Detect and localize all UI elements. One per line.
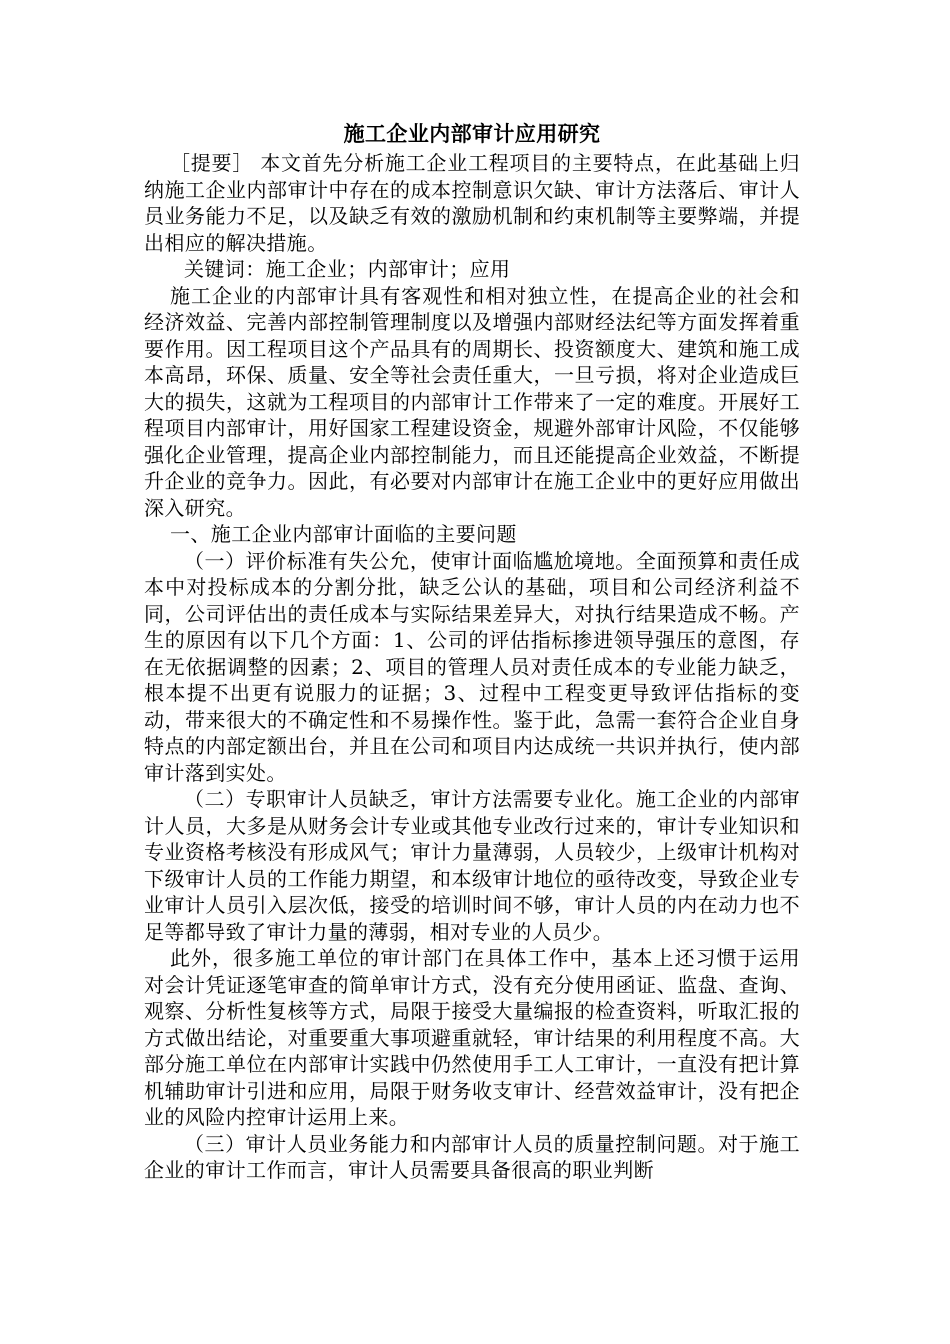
- body-paragraph: （二）专职审计人员缺乏，审计方法需要专业化。施工企业的内部审计人员，大多是从财务会计专业或其他专业改行过来的，审计专业知识和专业资格考核没有形成风气；审计力量薄弱，人员较少，上级审计机构对下级审计人员的工作能力期望，和本级审计地位的亟待改变，导致企业专业审计人员引入层次低，接受的培训时间不够，审计人员的内在动力也不足等都导致了审计力量的薄弱，相对专业的人员少。: [144, 787, 800, 944]
- document-page: [144, 120, 800, 1184]
- body-paragraph: （三）审计人员业务能力和内部审计人员的质量控制问题。对于施工企业的审计工作而言，审计人员需要具备很高的职业判断: [144, 1131, 800, 1182]
- section-heading: 一、施工企业内部审计面临的主要问题: [170, 522, 517, 546]
- body-paragraph: （一）评价标准有失公允，使审计面临尴尬境地。全面预算和责任成本中对投标成本的分割分批，缺乏公认的基础，项目和公司经济利益不同，公司评估出的责任成本与实际结果差异大，对执行结果造成不畅。产生的原因有以下几个方面：1、公司的评估指标掺进领导强压的意图，存在无依据调整的因素；2、项目的管理人员对责任成本的专业能力缺乏，根本提不出更有说服力的证据；3、过程中工程变更导致评估指标的变动，带来很大的不确定性和不易操作性。鉴于此，急需一套符合企业自身特点的内部定额出台，并且在公司和项目内达成统一共识并执行，使内部审计落到实处。: [144, 548, 800, 785]
- intro-paragraph: 施工企业的内部审计具有客观性和相对独立性，在提高企业的社会和经济效益、完善内部控制管理制度以及增强内部财经法纪等方面发挥着重要作用。因工程项目这个产品具有的周期长、投资额度大、建筑和施工成本高昂，环保、质量、安全等社会责任重大，一旦亏损，将对企业造成巨大的损失，这就为工程项目的内部审计工作带来了一定的难度。开展好工程项目内部审计，用好国家工程建设资金，规避外部审计风险，不仅能够强化企业管理，提高企业内部控制能力，而且还能提高企业效益，不断提升企业的竞争力。因此，有必要对内部审计在施工企业中的更好应用做出深入研究。: [144, 283, 800, 520]
- body-paragraph: 此外，很多施工单位的审计部门在具体工作中，基本上还习惯于运用对会计凭证逐笔审查的简单审计方式，没有充分使用函证、监盘、查询、观察、分析性复核等方式，局限于接受大量编报的检查资料，听取汇报的方式做出结论，对重要重大事项避重就轻，审计结果的利用程度不高。大部分施工单位在内部审计实践中仍然使用手工人工审计，一直没有把计算机辅助审计引进和应用，局限于财务收支审计、经营效益审计，没有把企业的风险内控审计运用上来。: [144, 946, 800, 1129]
- abstract-paragraph: ［提要］ 本文首先分析施工企业工程项目的主要特点，在此基础上归纳施工企业内部审计中存在的成本控制意识欠缺、审计方法落后、审计人员业务能力不足，以及缺乏有效的激励机制和约束机制等主要弊端，并提出相应的解决措施。: [144, 151, 800, 255]
- keywords-line: 关键词：施工企业；内部审计；应用: [184, 257, 511, 281]
- document-title: 施工企业内部审计应用研究: [343, 121, 601, 146]
